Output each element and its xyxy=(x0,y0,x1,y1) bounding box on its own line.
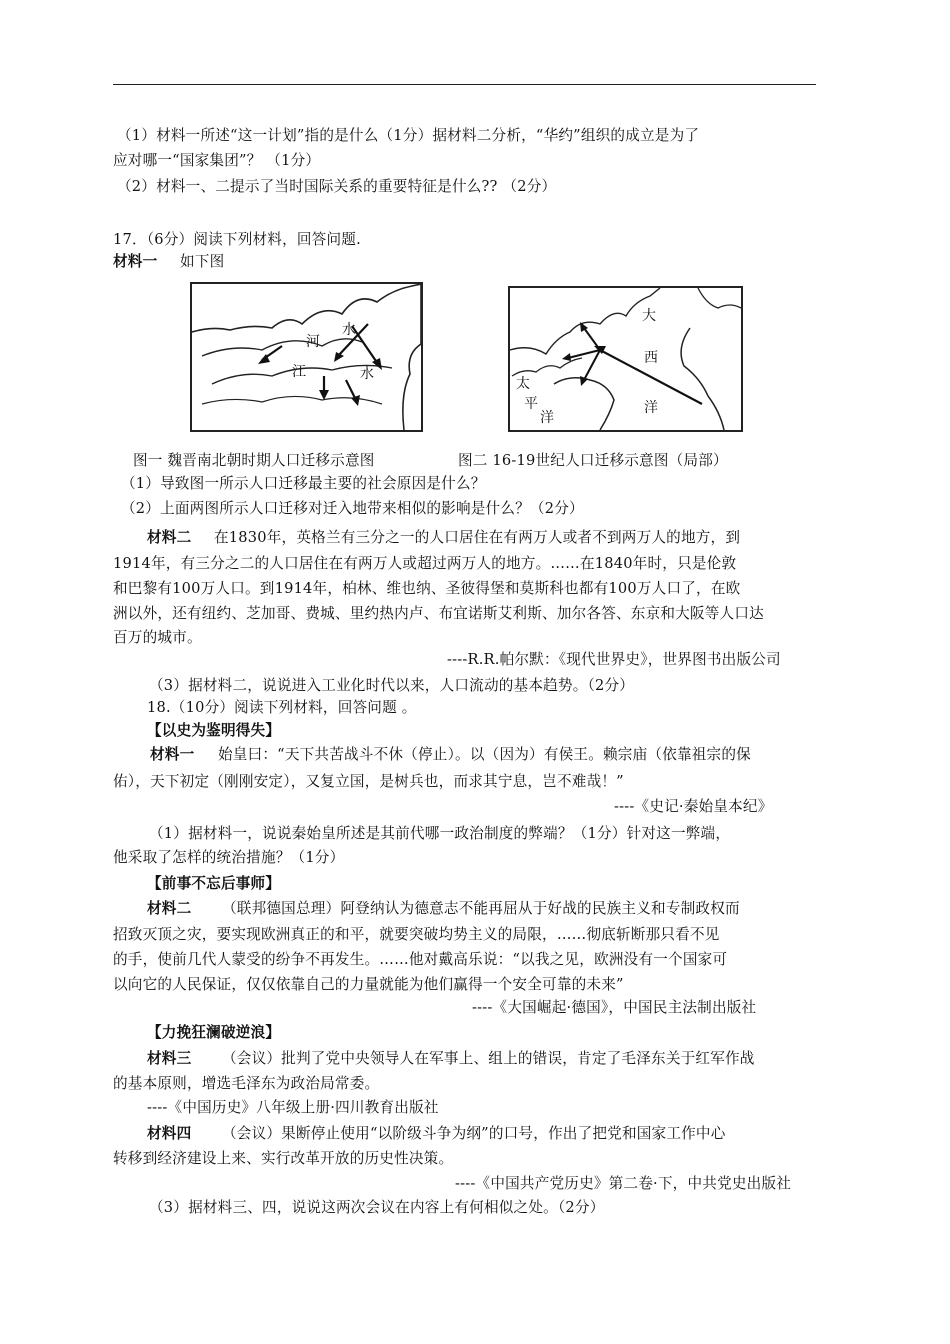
section-heading-1: 【以史为鉴明得失】 xyxy=(147,722,281,739)
q18-material-4-line2: 转移到经济建设上来、实行改革开放的历史性决策。 xyxy=(113,1150,454,1167)
material-2-label: 材料二 xyxy=(147,529,192,546)
q18-material-4-label: 材料四 xyxy=(147,1125,192,1142)
map1-label-he: 河 xyxy=(306,334,320,350)
map1-label-jiang: 江 xyxy=(292,364,306,380)
q18-material-1-source: ----《史记·秦始皇本纪》 xyxy=(614,798,773,815)
q18-material-2-line2: 招致灭顶之灾，要实现欧洲真正的和平，就要突破均势主义的局限，……彻底斩断那只看不见 xyxy=(113,926,720,943)
question-17-heading: 17．（6分）阅读下列材料，回答问题. xyxy=(113,231,361,248)
map2-label-ping: 平 xyxy=(524,396,538,412)
material-2-line1: 在1830年，英格兰有三分之一的人口居住在有两万人或者不到两万人的地方，到 xyxy=(214,529,741,546)
arrowhead-c xyxy=(562,353,571,361)
figure-2-map-svg xyxy=(510,288,741,430)
q18-material-1-line1: 始皇曰：“天下共苦战斗不休（停止）。以（因为）有侯王。赖宗庙（依靠祖宗的保 xyxy=(218,746,751,763)
question-17-part2: （2）上面两图所示人口迁移对迁入地带来相似的影响是什么？（2分） xyxy=(121,500,584,517)
q18-material-3-label: 材料三 xyxy=(147,1050,192,1067)
arrowhead-3 xyxy=(334,352,344,362)
question-16-part1-line2: 应对哪一“国家集团”？ （1分） xyxy=(113,152,321,169)
coastline-north xyxy=(192,284,421,332)
central-america xyxy=(512,358,582,376)
question-17-part1: （1）导致图一所示人口迁移最主要的社会原因是什么？ xyxy=(121,475,486,492)
q18-material-3-line2: 的基本原则，增选毛泽东为政治局常委。 xyxy=(113,1075,380,1092)
q18-material-4-line1: （会议）果断停止使用“以阶级斗争为纲”的口号，作出了把党和国家工作中心 xyxy=(222,1125,726,1142)
map1-label-shui2: 水 xyxy=(360,366,374,382)
q18-material-2-line4: 以向它的人民保证，仅仅依靠自己的力量就能为他们赢得一个安全可靠的未来” xyxy=(113,976,624,993)
question-18-part1-line1: （1）据材料一，说说秦始皇所述是其前代哪一政治制度的弊端？（1分）针对这一弊端， xyxy=(149,825,731,842)
question-16-part2: （2）材料一、二提示了当时国际关系的重要特征是什么?? （2分） xyxy=(117,178,557,195)
europe-coast xyxy=(698,288,741,308)
material-2-line2: 1914年，有三分之二的人口居住在有两万人或超过两万人的地方。……在1840年时，只是伦敦 xyxy=(113,555,737,572)
map2-label-yang2: 洋 xyxy=(540,410,554,426)
migration-arrow-c xyxy=(568,350,600,358)
figure-2-map xyxy=(508,286,743,432)
q18-material-1-line2: 佑），天下初定（刚刚安定），又复立国，是树兵也，而求其宁息，岂不难哉！” xyxy=(113,773,624,790)
question-18-part3: （3）据材料三、四，说说这两次会议在内容上有何相似之处。（2分） xyxy=(149,1199,605,1216)
material-2-line3: 和巴黎有100万人口。到1914年，柏林、维也纳、圣彼得堡和莫斯科也都有100万人口了，在欧 xyxy=(113,580,741,597)
figure-1-caption: 图一 魏晋南北朝时期人口迁移示意图 xyxy=(133,452,375,469)
map2-label-tai: 太 xyxy=(516,376,530,392)
material-2-line4: 洲以外，还有纽约、芝加哥、费城、里约热内卢、布宜诺斯艾利斯、加尔各答、东京和大阪等人口达 xyxy=(113,605,764,622)
q18-material-2-label: 材料二 xyxy=(147,900,192,917)
q18-material-1-label: 材料一 xyxy=(150,746,195,763)
q18-material-4-source: ----《中国共产党历史》第二卷·下，中共党史出版社 xyxy=(455,1175,792,1192)
material-2-source: ----R.R.帕尔默：《现代世界史》，世界图书出版公司 xyxy=(447,651,781,668)
figure-1-map-svg xyxy=(192,284,421,430)
map1-label-shui1: 水 xyxy=(342,322,356,338)
top-rule xyxy=(113,84,816,85)
migration-arrow-b xyxy=(584,328,600,350)
material-2-line5: 百万的城市。 xyxy=(113,629,202,646)
figure-1-map xyxy=(190,282,423,432)
americas-coast xyxy=(510,288,660,354)
q18-material-2-line3: 的手，使前几代人蒙受的纷争不再发生。……他对戴高乐说：“以我之见，欧洲没有一个国家可 xyxy=(113,951,728,968)
south-america xyxy=(554,378,614,430)
q18-material-3-line1: （会议）批判了党中央领导人在军事上、组上的错误，肯定了毛泽东关于红军作战 xyxy=(222,1050,755,1067)
map2-label-xi: 西 xyxy=(644,350,658,366)
material-1-label: 材料一 xyxy=(113,253,158,270)
question-18-part1-line2: 他采取了怎样的统治措施？（1分） xyxy=(113,849,345,866)
section-heading-3: 【力挽狂澜破逆浪】 xyxy=(147,1024,281,1041)
africa-coast xyxy=(681,328,724,430)
map2-label-da: 大 xyxy=(642,308,656,324)
figure-2-caption: 图二 16-19世纪人口迁移示意图（局部） xyxy=(458,452,728,469)
arrowhead-5 xyxy=(351,395,360,406)
q18-material-2-source: ----《大国崛起·德国》，中国民主法制出版社 xyxy=(472,999,757,1016)
map2-label-yang1: 洋 xyxy=(644,400,658,416)
question-16-part1-line1: （1）材料一所述“这一计划”指的是什么（1分）据材料二分析，“华约”组织的成立是为了 xyxy=(117,127,700,144)
question-17-part3: （3）据材料二，说说进入工业化时代以来，人口流动的基本趋势。（2分） xyxy=(149,677,635,694)
coastline-east xyxy=(403,284,421,430)
q18-material-2-line1: （联邦德国总理）阿登纳认为德意志不能再屈从于好战的民族主义和专制政权而 xyxy=(222,900,740,917)
migration-arrow-d xyxy=(584,350,600,380)
question-18-heading: 18.（10分）阅读下列材料，回答问题 。 xyxy=(147,699,417,716)
material-1-intro: 如下图 xyxy=(180,253,225,270)
section-heading-2: 【前事不忘后事师】 xyxy=(147,875,281,892)
arrowhead-d xyxy=(580,376,588,386)
q18-material-3-source: ----《中国历史》八年级上册·四川教育出版社 xyxy=(147,1099,439,1116)
